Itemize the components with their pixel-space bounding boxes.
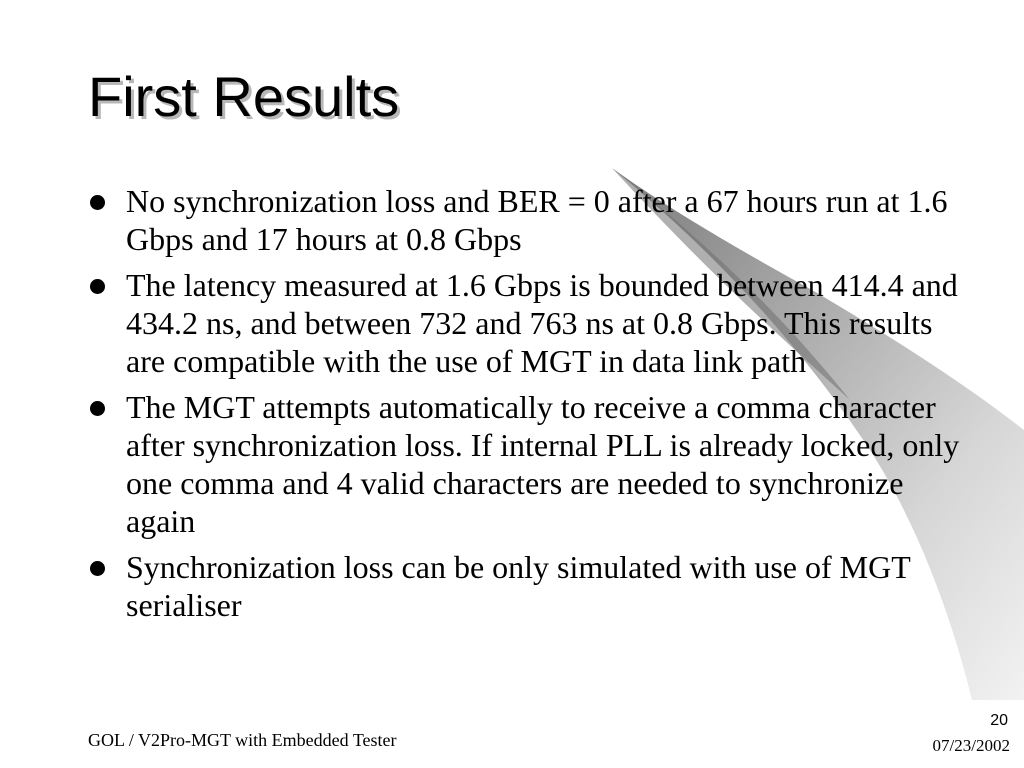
slide-number: 20	[990, 712, 1008, 729]
bullet-item	[88, 182, 978, 258]
bullet-dot-icon	[90, 561, 105, 576]
bullet-dot-icon	[90, 401, 105, 416]
bullet-text: The latency measured at 1.6 Gbps is bounded between 414.4 and 434.2 ns, and between 732 and 763 ns at 0.8 Gbps. This results are compatible with the use of MGT in data link path	[126, 267, 958, 379]
bullet-text: Synchronization loss can be only simulated with use of MGT serialiser	[126, 549, 911, 623]
bullet-item	[88, 548, 978, 624]
bullet-dot-icon	[90, 279, 105, 294]
bullet-text: No synchronization loss and BER = 0 after a 67 hours run at 1.6 Gbps and 17 hours at 0.8 Gbps	[126, 183, 948, 257]
footer-text: GOL / V2Pro-MGT with Embedded Tester	[88, 730, 397, 750]
slide-date: 07/23/2002	[932, 736, 1010, 755]
slide-title: First Results	[88, 65, 400, 128]
bullet-item	[88, 266, 978, 380]
bullet-text: The MGT attempts automatically to receive a comma character after synchronization loss. If internal PLL is already locked, only one comma and 4 valid characters are needed to synchronize again	[126, 389, 960, 539]
bullet-list	[88, 182, 978, 632]
bullet-dot-icon	[90, 195, 105, 210]
bullet-item	[88, 388, 978, 540]
